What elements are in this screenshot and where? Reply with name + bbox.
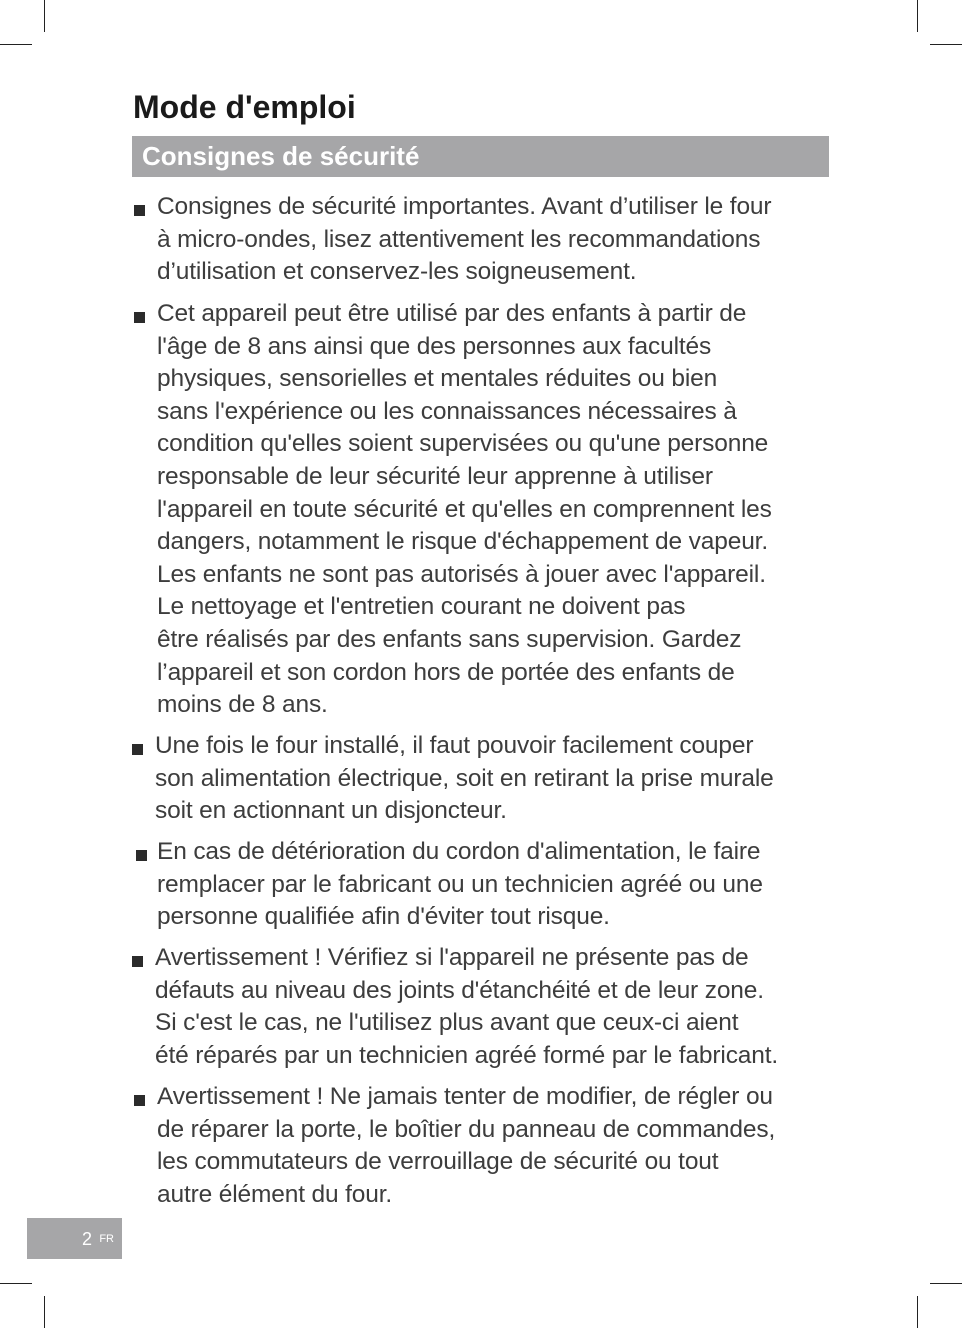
list-item-text: Une fois le four installé, il faut pouvoir facilement couper son alimentation électrique, soit en retirant la prise murale soit en actionnant un disjoncteur.: [155, 732, 774, 825]
list-item-text: Consignes de sécurité importantes. Avant d’utiliser le four à micro-ondes, lisez attentivement les recommandations d’utilisation et conservez-les soigneusement.: [157, 193, 772, 286]
crop-mark: [930, 1283, 962, 1284]
page-title: Mode d'emploi: [133, 89, 356, 125]
crop-mark: [930, 44, 962, 45]
list-item-text: Cet appareil peut être utilisé par des enfants à partir de l'âge de 8 ans ainsi que des personnes aux facultés physiques, sensorielles et mentales réduites ou bien sans l'expérience ou les connaissances nécessaires à condition qu'elles soient supervisées ou qu'une personne responsable de leur sécurité leur apprenne à utiliser l'appareil en toute sécurité et qu'elles en comprennent les dangers, notamment le risque d'échappement de vapeur. Les enfants ne sont pas autorisés à jouer avec l'appareil. Le nettoyage et l'entretien courant ne doivent pas être réalisés par des enfants sans supervision. Gardez l’appareil et son cordon hors de portée des enfants de moins de 8 ans.: [157, 300, 772, 719]
square-bullet-icon: [132, 744, 143, 755]
square-bullet-icon: [134, 312, 145, 323]
page-number-tab: [27, 1218, 122, 1259]
language-code: FR: [99, 1233, 114, 1245]
crop-mark: [917, 1296, 918, 1328]
page-number: 2: [81, 1229, 92, 1249]
list-item-text: Avertissement ! Vérifiez si l'appareil ne présente pas de défauts au niveau des joints d'étanchéité et de leur zone. Si c'est le cas, ne l'utilisez plus avant que ceux-ci aient été réparés par un technicien agréé formé par le fabricant.: [155, 944, 779, 1069]
square-bullet-icon: [134, 1095, 145, 1106]
crop-mark: [917, 0, 918, 32]
crop-mark: [0, 1283, 32, 1284]
crop-mark: [44, 0, 45, 32]
section-header: [132, 136, 829, 177]
square-bullet-icon: [136, 850, 147, 861]
list-item-text: En cas de détérioration du cordon d'alimentation, le faire remplacer par le fabricant ou un technicien agréé ou une personne qualifiée afin d'éviter tout risque.: [157, 838, 763, 931]
crop-mark: [44, 1296, 45, 1328]
list-item-text: Avertissement ! Ne jamais tenter de modifier, de régler ou de réparer la porte, le boîtier du panneau de commandes, les commutateurs de verrouillage de sécurité ou tout autre élément du four.: [157, 1083, 776, 1208]
section-title: Consignes de sécurité: [142, 141, 420, 171]
crop-mark: [0, 44, 32, 45]
square-bullet-icon: [132, 956, 143, 967]
square-bullet-icon: [134, 205, 145, 216]
